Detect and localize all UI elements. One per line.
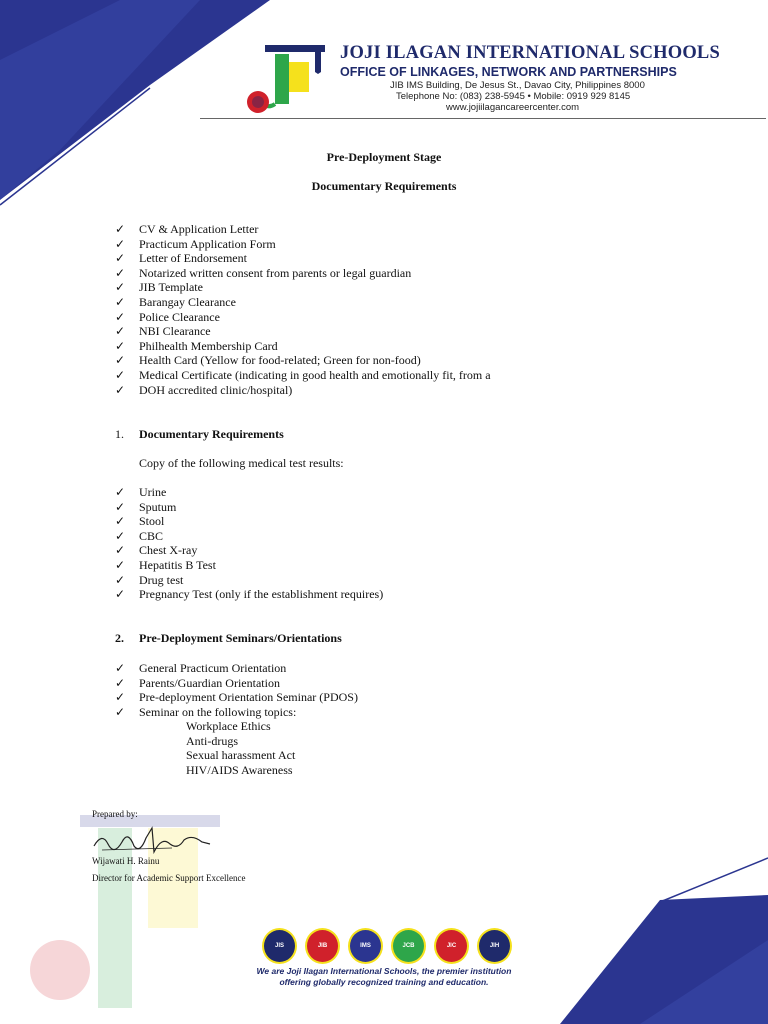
footer-school-logo: JIB [305, 928, 340, 964]
checkmark-icon: ✓ [115, 661, 126, 675]
footer-school-logo: JIH [477, 928, 512, 964]
requirement-item-text: Letter of Endorsement [139, 251, 247, 266]
checkmark-icon: ✓ [115, 309, 126, 324]
medical-test-item-text: Chest X-ray [139, 543, 198, 558]
footer-school-logo: JIC [434, 928, 469, 964]
medical-test-item [115, 485, 383, 500]
requirement-item [115, 368, 491, 383]
medical-test-item [115, 529, 383, 544]
signature-scribble [92, 824, 212, 858]
requirement-item [115, 222, 491, 237]
requirement-item-text: Notarized written consent from parents or legal guardian [139, 265, 412, 280]
seminar-item-text: Pre-deployment Orientation Seminar (PDOS) [139, 690, 358, 705]
section1-heading [115, 427, 284, 442]
medical-test-item-text: Drug test [139, 572, 184, 587]
checkmark-icon: ✓ [115, 528, 126, 543]
checkmark-icon: ✓ [115, 382, 126, 397]
medical-test-item [115, 514, 383, 529]
requirements-list [115, 222, 491, 397]
checkmark-icon: ✓ [115, 251, 126, 266]
checkmark-icon: ✓ [115, 704, 126, 719]
seminar-item [115, 690, 358, 705]
seminars-list [115, 661, 358, 719]
medical-test-item-text: Pregnancy Test (only if the establishment requires) [139, 587, 384, 602]
checkmark-icon: ✓ [115, 572, 126, 587]
seminar-item [115, 705, 358, 720]
checkmark-icon: ✓ [115, 280, 126, 295]
section1-number: 1. [115, 427, 124, 441]
medical-tests-list [115, 485, 383, 602]
checkmark-icon: ✓ [115, 265, 126, 280]
section1-intro: Copy of the following medical test results: [139, 456, 344, 470]
seminar-item-text: Parents/Guardian Orientation [139, 675, 280, 690]
medical-test-item [115, 587, 383, 602]
medical-test-item [115, 573, 383, 588]
seminar-topic-item: Anti-drugs [186, 733, 238, 748]
header-divider [200, 118, 766, 119]
requirement-item-text: Philhealth Membership Card [139, 338, 278, 353]
footer-logos [262, 928, 512, 964]
footer-school-logo: JCB [391, 928, 426, 964]
requirement-item [115, 310, 491, 325]
section2-heading [115, 631, 342, 646]
footer-school-logo: IMS [348, 928, 383, 964]
requirement-item-text: Practicum Application Form [139, 236, 276, 251]
requirement-item [115, 266, 491, 281]
seminar-item-text: General Practicum Orientation [139, 661, 287, 675]
checkmark-icon: ✓ [115, 294, 126, 309]
requirement-item [115, 383, 491, 398]
footer-slogan-line1: We are Joji Ilagan International Schools, the premier institution [256, 966, 512, 976]
prepared-by-label: Prepared by: [92, 809, 138, 819]
org-address: JIB IMS Building, De Jesus St., Davao City, Philippines 8000 [390, 80, 645, 91]
requirement-item-text: Medical Certificate (indicating in good health and emotionally fit, from a [139, 367, 491, 382]
checkmark-icon: ✓ [115, 499, 126, 514]
office-name: OFFICE OF LINKAGES, NETWORK AND PARTNERSHIPS [340, 65, 677, 79]
requirement-item [115, 324, 491, 339]
requirement-item [115, 339, 491, 354]
checkmark-icon: ✓ [115, 514, 126, 529]
footer-slogan [0, 966, 768, 988]
checkmark-icon: ✓ [115, 543, 126, 558]
requirement-item [115, 353, 491, 368]
medical-test-item-text: CBC [139, 528, 164, 543]
stage-title: Pre-Deployment Stage [326, 150, 442, 164]
requirement-item-text: DOH accredited clinic/hospital) [139, 382, 293, 397]
requirement-item [115, 280, 491, 295]
checkmark-icon: ✓ [115, 587, 126, 602]
requirement-item-text: Barangay Clearance [139, 294, 236, 309]
requirement-item-text: Health Card (Yellow for food-related; Green for non-food) [139, 353, 421, 368]
requirement-item [115, 251, 491, 266]
requirement-item-text: JIB Template [139, 280, 203, 295]
medical-test-item-text: Stool [139, 514, 165, 529]
checkmark-icon: ✓ [115, 324, 126, 339]
checkmark-icon: ✓ [115, 222, 126, 236]
seminar-item [115, 676, 358, 691]
medical-test-item [115, 543, 383, 558]
requirement-item-text: NBI Clearance [139, 324, 211, 339]
seminar-item [115, 661, 358, 676]
checkmark-icon: ✓ [115, 338, 126, 353]
medical-test-item-text: Hepatitis B Test [139, 557, 216, 572]
medical-test-item-text: Sputum [139, 499, 177, 514]
requirements-title: Documentary Requirements [311, 179, 457, 193]
checkmark-icon: ✓ [115, 557, 126, 572]
medical-test-item [115, 558, 383, 573]
bottom-right-accent-line [660, 858, 768, 902]
signatory-name: Wijawati H. Rainu [92, 856, 160, 866]
signatory-position: Director for Academic Support Excellence [92, 873, 246, 883]
jis-logo-icon [245, 40, 327, 115]
section2-number: 2. [115, 631, 124, 645]
footer-school-logo: JIS [262, 928, 297, 964]
seminar-topic-item: Workplace Ethics [186, 719, 271, 733]
requirement-item [115, 295, 491, 310]
checkmark-icon: ✓ [115, 367, 126, 382]
checkmark-icon: ✓ [115, 690, 126, 705]
medical-test-item [115, 500, 383, 515]
org-phone: Telephone No: (083) 238-5945 • Mobile: 0919 929 8145 [396, 91, 631, 102]
seminar-topics-list [186, 719, 295, 777]
checkmark-icon: ✓ [115, 675, 126, 690]
seminar-topic-item: Sexual harassment Act [186, 748, 296, 763]
checkmark-icon: ✓ [115, 236, 126, 251]
section1-heading-text: Documentary Requirements [139, 427, 284, 441]
requirement-item [115, 237, 491, 252]
checkmark-icon: ✓ [115, 485, 126, 499]
requirement-item-text: Police Clearance [139, 309, 220, 324]
section2-heading-text: Pre-Deployment Seminars/Orientations [139, 631, 342, 645]
footer-slogan-line2: offering globally recognized training and education. [279, 977, 489, 987]
org-name: JOJI ILAGAN INTERNATIONAL SCHOOLS [340, 43, 720, 63]
requirement-item-text: CV & Application Letter [139, 222, 259, 236]
seminar-item-text: Seminar on the following topics: [139, 704, 297, 719]
org-website[interactable]: www.jojiilagancareercenter.com [446, 102, 580, 113]
medical-test-item-text: Urine [139, 485, 167, 499]
checkmark-icon: ✓ [115, 353, 126, 368]
seminar-topic-item: HIV/AIDS Awareness [186, 762, 293, 777]
